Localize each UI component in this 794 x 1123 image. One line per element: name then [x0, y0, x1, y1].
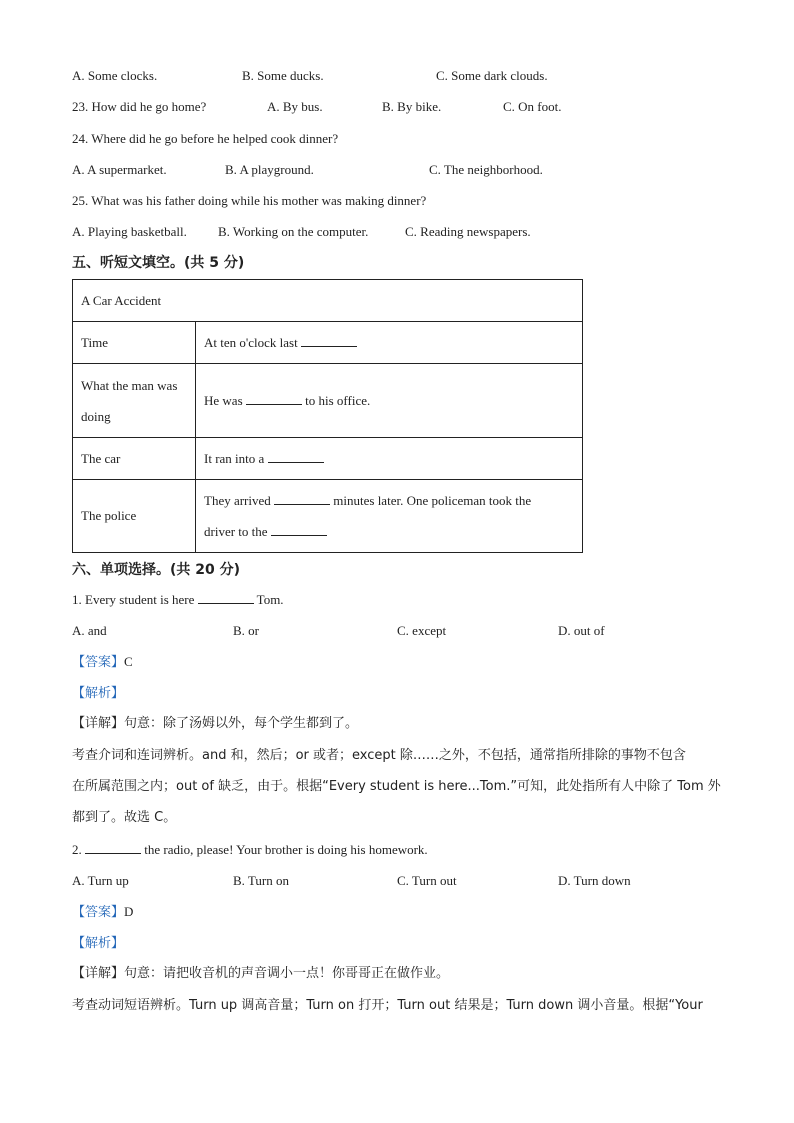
- row-content-doing: [196, 364, 583, 438]
- q25-option-a: A. Playing basketball.: [72, 224, 187, 239]
- question-text: 1. Every student is here: [72, 592, 198, 607]
- q1-option-a: A. and: [72, 623, 107, 638]
- table-header-row: [73, 280, 583, 322]
- row-content-car: [196, 438, 583, 480]
- row-content-police: [196, 480, 583, 553]
- q2-explain-line: 考查动词短语辨析。Turn up 调高音量；Turn on 打开；Turn out 结果是；Turn down 调小音量。根据“Your: [72, 998, 703, 1013]
- answer-value: D: [124, 904, 134, 919]
- answer-label: 【答案】: [72, 905, 125, 920]
- q24-question: 24. Where did he go before he helped cook dinner?: [72, 131, 339, 146]
- detail-label: 【详解】: [72, 716, 125, 731]
- analysis-label: 【解析】: [72, 686, 125, 701]
- content-text: to his office.: [301, 393, 371, 408]
- row-label-time: Time: [73, 322, 196, 364]
- q1-answer: [72, 652, 133, 672]
- section-6-title: 六、单项选择。(共 20 分): [72, 562, 241, 578]
- row-label-doing: What the man was doing: [73, 364, 196, 438]
- q25-question: 25. What was his father doing while his mother was making dinner?: [72, 193, 427, 208]
- car-accident-table: [72, 279, 583, 553]
- q22-option-a: A. Some clocks.: [72, 68, 158, 83]
- table-row: [73, 480, 583, 553]
- row-content-time: [196, 322, 583, 364]
- row-label-police: The police: [73, 480, 196, 553]
- q23-question: 23. How did he go home?: [72, 99, 207, 114]
- q24-option-b: B. A playground.: [225, 162, 314, 177]
- question-text: 2.: [72, 842, 85, 857]
- q22-option-c: C. Some dark clouds.: [436, 68, 548, 83]
- q25-option-b: B. Working on the computer.: [218, 224, 369, 239]
- content-text: He was: [204, 393, 246, 408]
- fill-blank: [268, 450, 324, 463]
- q2-option-b: B. Turn on: [233, 873, 289, 888]
- q1-explain-line: 都到了。故选 C。: [72, 810, 177, 825]
- q2-detail: [72, 964, 449, 984]
- fill-blank: [85, 841, 141, 854]
- content-text: minutes later. One policeman took the: [330, 493, 532, 508]
- content-text: driver to the: [204, 524, 271, 539]
- q2-question: [72, 840, 428, 860]
- fill-blank: [274, 492, 330, 505]
- q25-option-c: C. Reading newspapers.: [405, 224, 531, 239]
- q2-option-c: C. Turn out: [397, 873, 457, 888]
- answer-value: C: [124, 654, 133, 669]
- q1-explain-line: 在所属范围之内；out of 缺乏，由于。根据“Every student is here...Tom.”可知，此处指所有人中除了 Tom 外: [72, 779, 721, 794]
- q1-analysis: [72, 683, 124, 703]
- q23-option-a: A. By bus.: [267, 99, 323, 114]
- q1-option-d: D. out of: [558, 623, 605, 638]
- q2-option-d: D. Turn down: [558, 873, 631, 888]
- q22-option-b: B. Some ducks.: [242, 68, 324, 83]
- fill-blank: [246, 392, 302, 405]
- q2-answer: [72, 902, 133, 922]
- q24-option-c: C. The neighborhood.: [429, 162, 543, 177]
- table-row: [73, 438, 583, 480]
- fill-blank: [198, 591, 254, 604]
- table-row: [73, 322, 583, 364]
- content-text: It ran into a: [204, 451, 268, 466]
- content-text: At ten o'clock last: [204, 335, 301, 350]
- q1-option-b: B. or: [233, 623, 259, 638]
- answer-label: 【答案】: [72, 655, 125, 670]
- analysis-label: 【解析】: [72, 936, 125, 951]
- table-row: [73, 364, 583, 438]
- q2-option-a: A. Turn up: [72, 873, 129, 888]
- detail-text: 句意：除了汤姆以外，每个学生都到了。: [124, 716, 359, 731]
- question-text: the radio, please! Your brother is doing his homework.: [141, 842, 428, 857]
- question-text: Tom.: [253, 592, 284, 607]
- q23-option-c: C. On foot.: [503, 99, 562, 114]
- q1-question: [72, 590, 284, 610]
- q1-detail: [72, 714, 358, 734]
- fill-blank: [271, 523, 327, 536]
- content-text: They arrived: [204, 493, 275, 508]
- q2-analysis: [72, 933, 124, 953]
- q1-explain-line: 考查介词和连词辨析。and 和，然后；or 或者；except 除……之外，不包括，通常指所排除的事物不包含: [72, 748, 686, 763]
- fill-blank: [301, 334, 357, 347]
- row-label-car: The car: [73, 438, 196, 480]
- q23-option-b: B. By bike.: [382, 99, 442, 114]
- table-header-cell: A Car Accident: [73, 280, 583, 322]
- detail-text: 句意：请把收音机的声音调小一点！你哥哥正在做作业。: [124, 966, 450, 981]
- q1-option-c: C. except: [397, 623, 447, 638]
- section-5-title: 五、听短文填空。(共 5 分): [72, 255, 245, 271]
- q24-option-a: A. A supermarket.: [72, 162, 167, 177]
- detail-label: 【详解】: [72, 966, 125, 981]
